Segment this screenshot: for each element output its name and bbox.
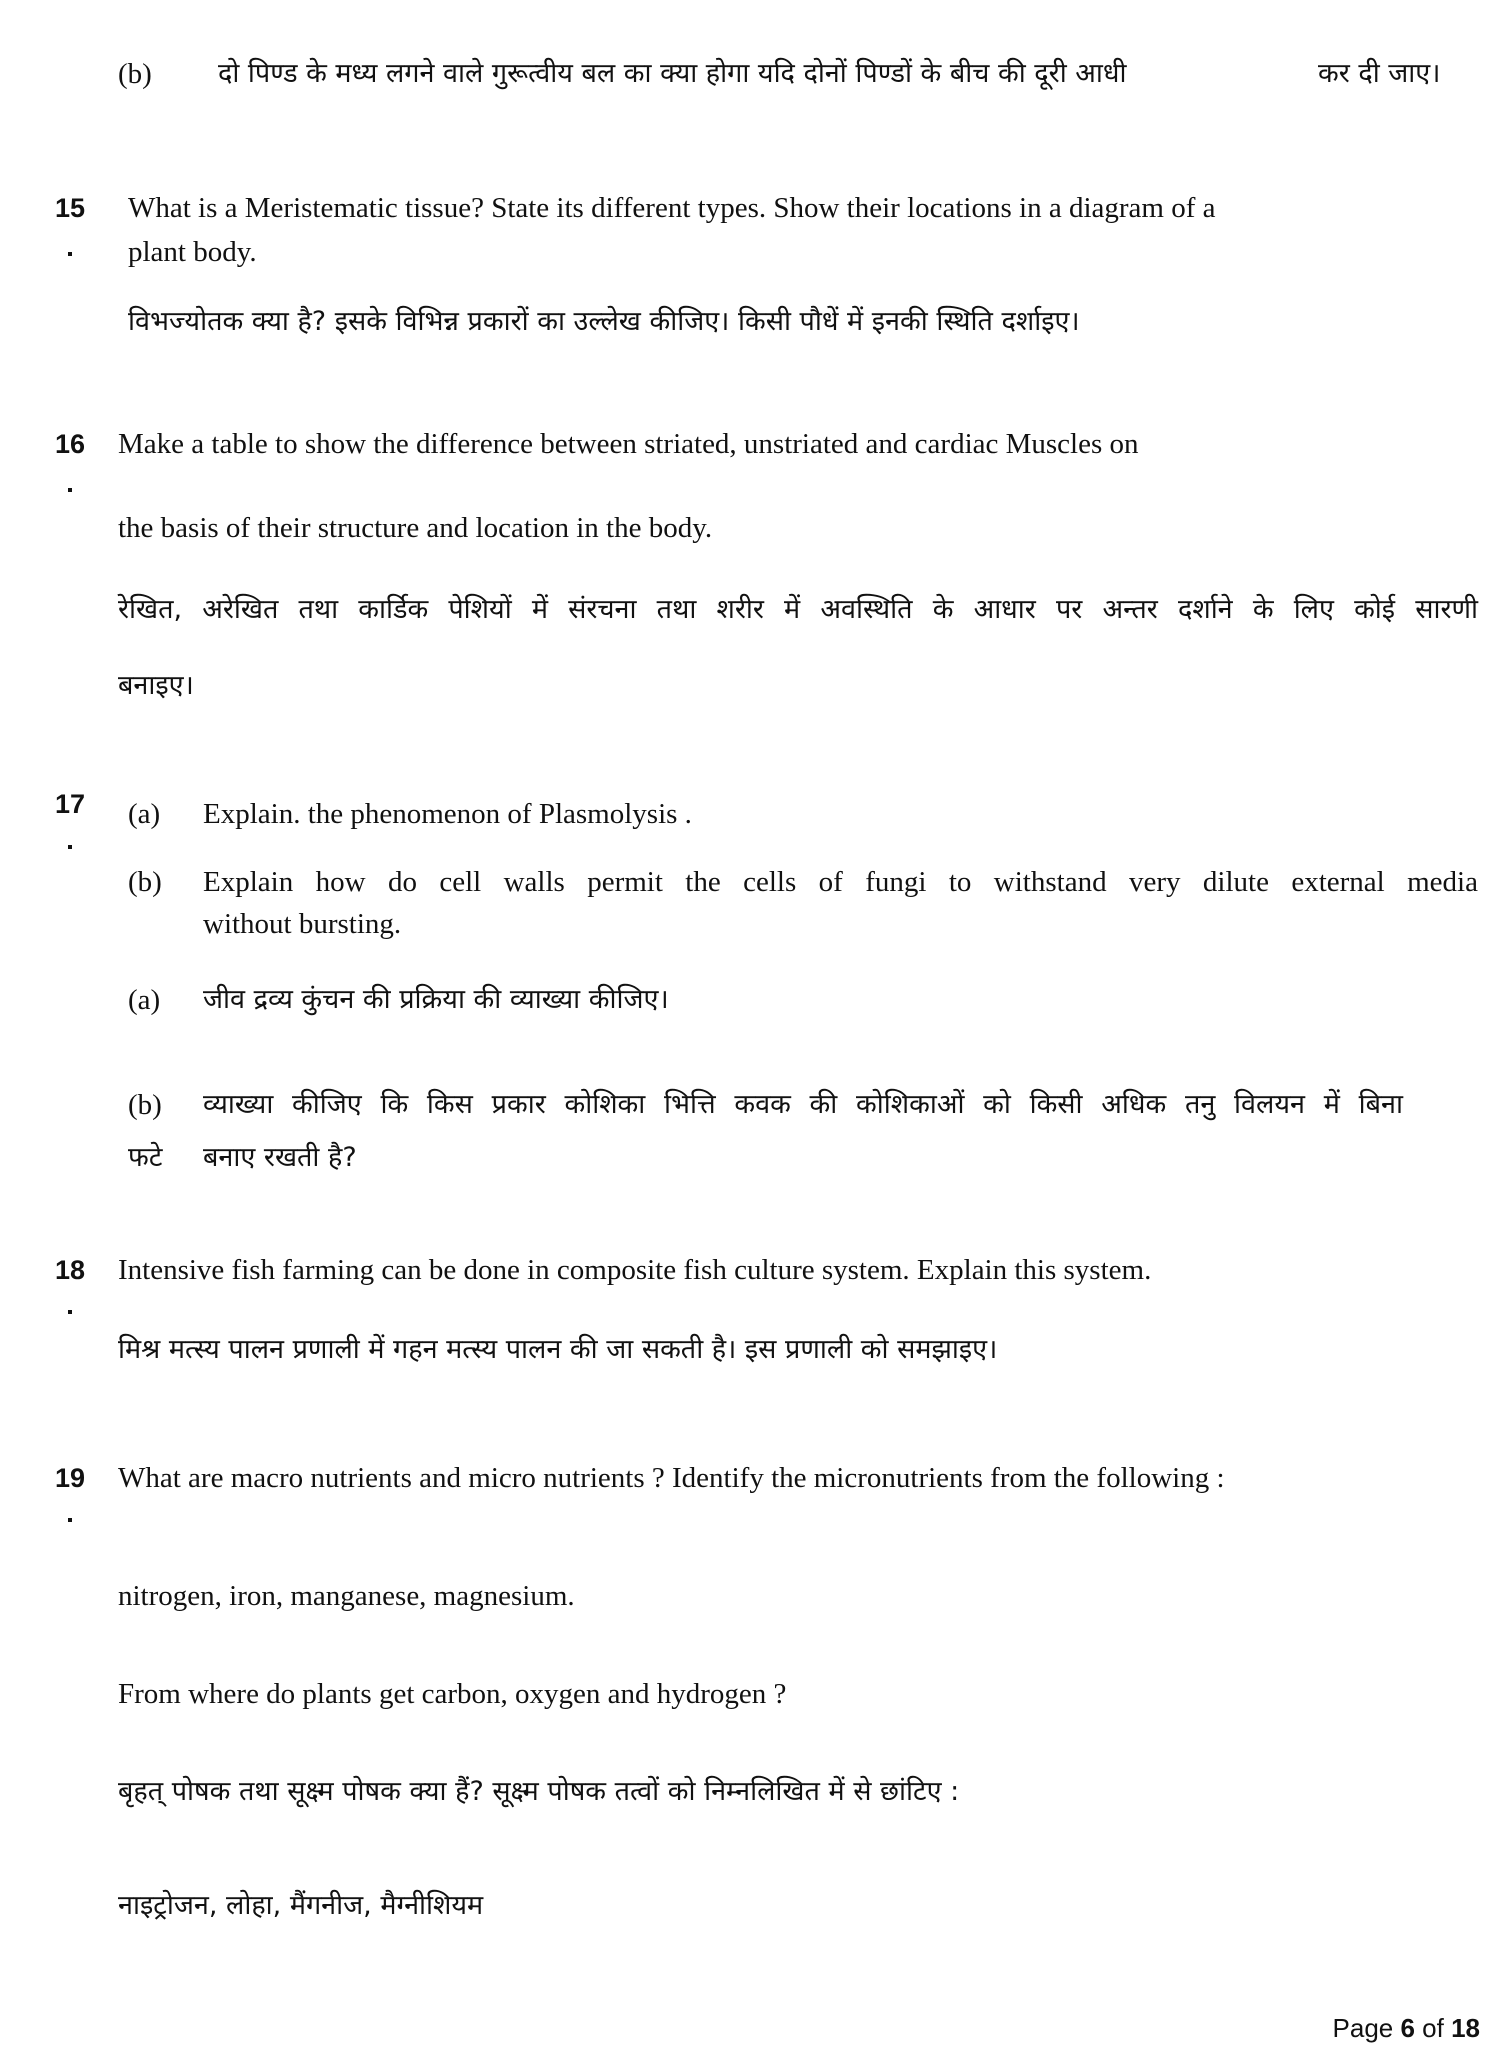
page-number — [1333, 2010, 1480, 2046]
question-number: 15 — [55, 193, 86, 223]
hindi-text: बनाए रखती है? — [203, 1142, 357, 1173]
question-dot — [68, 1310, 72, 1314]
question-text: the basis of their structure and location in the body. — [118, 512, 713, 544]
part-label: (b) — [128, 1089, 162, 1121]
question-text: nitrogen, iron, manganese, magnesium. — [118, 1580, 575, 1612]
question-text: plant body. — [128, 236, 257, 268]
hindi-text: बनाइए। — [118, 670, 194, 701]
hindi-text: जीव द्रव्य कुंचन की प्रक्रिया की व्याख्या कीजिए। — [203, 984, 669, 1015]
part-label: (b) — [128, 866, 162, 898]
page-current: 6 — [1400, 2013, 1415, 2043]
hindi-text: दो पिण्ड के मध्य लगने वाले गुरूत्वीय बल का क्या होगा यदि दोनों पिण्डों के बीच की दूरी आधी — [218, 58, 1127, 89]
question-number: 19 — [55, 1463, 86, 1493]
page-of: of — [1414, 2013, 1452, 2043]
question-dot — [68, 1518, 72, 1522]
part-label: (b) — [118, 58, 152, 90]
question-text: Intensive fish farming can be done in composite fish culture system. Explain this system. — [118, 1254, 1152, 1286]
hindi-text: विभज्योतक क्या है? इसके विभिन्न प्रकारों का उल्लेख कीजिए। किसी पौधें में इनकी स्थिति दर्शाइए। — [128, 306, 1080, 337]
part-label: (a) — [128, 984, 161, 1016]
question-text: What is a Meristematic tissue? State its different types. Show their locations in a diagram of a — [128, 192, 1216, 224]
question-dot — [68, 845, 72, 849]
hindi-text: रेखित, अरेखित तथा कार्डिक पेशियों में संरचना तथा शरीर में अवस्थिति के आधार पर अन्तर दर्शाने के लिए कोई सारणी — [118, 594, 1478, 625]
hindi-text: व्याख्या कीजिए कि किस प्रकार कोशिका भित्ति कवक की कोशिकाओं को किसी अधिक तनु विलयन में बिना — [203, 1089, 1403, 1120]
question-text: Explain how do cell walls permit the cells of fungi to withstand very dilute external media — [203, 866, 1478, 898]
question-text: From where do plants get carbon, oxygen and hydrogen ? — [118, 1678, 787, 1710]
hindi-text: कर दी जाए। — [1318, 58, 1441, 89]
question-text: Explain. the phenomenon of Plasmolysis . — [203, 798, 692, 830]
hindi-text: नाइट्रोजन, लोहा, मैंगनीज, मैग्नीशियम — [118, 1890, 484, 1921]
hindi-text: बृहत् पोषक तथा सूक्ष्म पोषक क्या हैं? सूक्ष्म पोषक तत्वों को निम्नलिखित में से छांटिए : — [118, 1776, 960, 1807]
question-number: 17 — [55, 789, 86, 819]
hindi-text: फटे — [128, 1142, 163, 1173]
question-text: Make a table to show the difference between striated, unstriated and cardiac Muscles on — [118, 428, 1139, 460]
hindi-text: मिश्र मत्स्य पालन प्रणाली में गहन मत्स्य पालन की जा सकती है। इस प्रणाली को समझाइए। — [118, 1334, 998, 1365]
question-number: 18 — [55, 1255, 86, 1285]
page-prefix: Page — [1332, 2013, 1401, 2043]
question-dot — [68, 488, 72, 492]
question-dot — [68, 252, 72, 256]
question-text: without bursting. — [203, 908, 402, 940]
question-number: 16 — [55, 429, 86, 459]
part-label: (a) — [128, 798, 161, 830]
question-text: What are macro nutrients and micro nutrients ? Identify the micronutrients from the following : — [118, 1462, 1225, 1494]
page-total: 18 — [1451, 2013, 1480, 2043]
